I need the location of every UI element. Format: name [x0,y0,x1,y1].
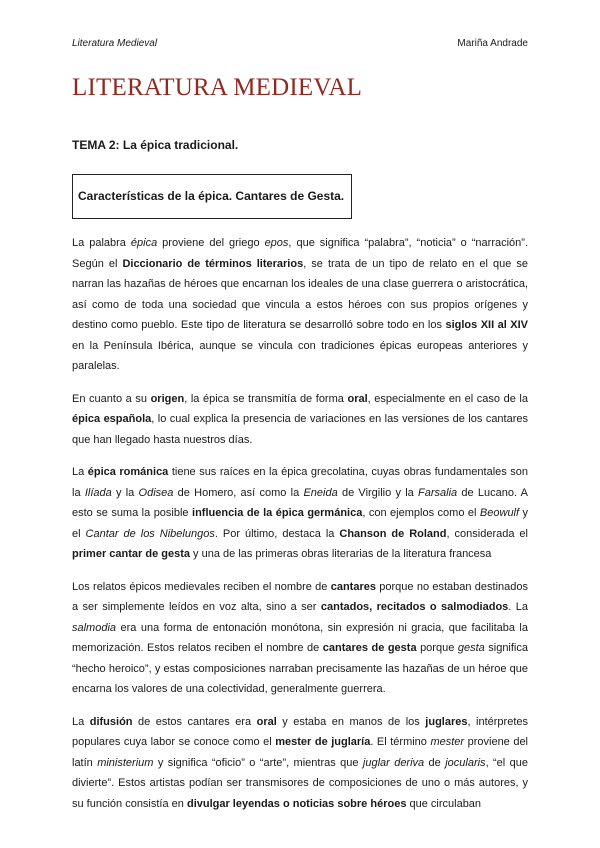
text-run: proviene del griego [157,237,265,249]
bold-text: oral [256,715,277,728]
text-run: . El término [370,736,431,748]
text-run: . Por último, destaca la [214,527,340,540]
bold-text: oral [347,392,368,405]
document-title: LITERATURA MEDIEVAL [72,74,363,101]
bold-text: épica española [72,413,152,425]
italic-text: Cantar de los Nibelungos [85,527,215,540]
bold-text: cantares de gesta [322,642,417,654]
text-run: La [72,466,88,478]
italic-text: Odisea [138,486,174,499]
text-run: . La [508,601,528,613]
italic-text: epos [264,237,289,249]
section-heading: TEMA 2: La épica tradicional. [72,138,239,152]
text-run: , lo cual explica la presencia de variaciones en las versiones de los cantares que han llegado hasta nuestros días. [72,413,529,446]
text-run: y estaba en manos de los [276,715,426,728]
paragraph-2 [72,389,528,451]
text-run: La palabra [72,237,131,249]
bold-text: divulgar leyendas o noticias sobre héroes [186,797,407,810]
text-run: proviene del latín [72,736,529,769]
paragraph-5 [72,712,528,815]
bold-text: juglares [425,715,468,728]
italic-text: Eneida [303,486,338,499]
text-run: significa “hecho heroico”, y estas composiciones narraban precisamente las hazañas de un héroe que encarna los valores de una colectividad, generalmente guerrera. [72,642,528,695]
header-course-title: Literatura Medieval [72,38,158,49]
text-run: y significa “oficio” o “arte”, mientras que [153,756,363,769]
text-run: de Lucano. A esto se suma la posible [72,486,529,519]
header-author: Mariña Andrade [457,38,528,49]
italic-text: juglar deriva [362,756,425,769]
italic-text: mester [430,736,465,748]
bold-text: cantados, recitados o salmodiados [320,601,509,613]
text-run: que circulaban [406,797,482,810]
paragraph-4 [72,577,528,700]
text-run: En cuanto a su [72,392,151,405]
text-run: y el [72,507,529,540]
body-text [72,233,528,826]
paragraph-3 [72,462,528,565]
text-run: y la [111,486,139,499]
bold-text: difusión [89,715,133,728]
text-run: Los relatos épicos medievales reciben el nombre de [72,580,331,593]
text-run: y una de las primeras obras literarias de la literatura francesa [190,548,492,560]
text-run: de Homero, así como la [173,486,304,499]
italic-text: gesta [457,642,485,654]
italic-text: Farsalia [418,486,458,499]
text-run: , la épica se transmitía de forma [184,392,348,405]
italic-text: Ilíada [84,486,112,499]
text-run: , considerada el [446,527,528,540]
text-run: porque [416,642,458,654]
text-run: de Virgilio y la [337,486,419,499]
bold-text: épica románica [87,466,169,478]
bold-text: influencia de la épica germánica [192,507,363,519]
bold-text: primer cantar de gesta [72,548,190,560]
text-run: porque no estaban destinados a ser simplemente leídos en voz alta, sino a ser [72,580,528,613]
bold-text: Chanson de Roland [339,527,447,540]
boxed-subheading: Características de la épica. Cantares de Gesta. [72,174,352,219]
text-run: , intérpretes populares cuya labor se conoce como el [72,715,529,748]
italic-text: ministerium [97,756,154,769]
text-run: , especialmente en el caso de la [367,392,528,405]
page-header [72,38,528,52]
italic-text: salmodia [72,621,117,634]
bold-text: Diccionario de términos literarios [122,257,304,270]
bold-text: cantares [330,580,376,593]
italic-text: Beowulf [479,507,520,519]
text-run: , que significa “palabra”, “noticia” o “narración”. Según el [72,237,528,270]
bold-text: siglos XII al XIV [445,319,528,331]
text-run: La [72,715,90,728]
italic-text: épica [130,237,158,249]
text-run: en la Península Ibérica, aunque se vincula con tradiciones épicas europeas anteriores y paralelas. [72,339,528,372]
text-run: de estos cantares era [132,715,257,728]
text-run: , con ejemplos como el [362,507,480,519]
text-run: de [424,756,446,769]
text-run: , se trata de un tipo de relato en el que se narran las hazañas de héroes que encarnan los ideales de una clase guerrera o aristocrática, así como de toda una sociedad que vincula a estos héroes con sus propios orígenes y destino como pueblo. Este tipo de literatura se desarrolló sobre todo en los [72,257,528,331]
text-run: , “el que divierte”. Estos artistas podían ser transmisores de composiciones de uno o más autores, y su función consistía en [72,756,528,810]
bold-text: origen [150,392,185,405]
text-run: tiene sus raíces en la épica grecolatina, cuyas obras fundamentales son la [72,466,529,499]
text-run: era una forma de entonación monótona, sin expresión ni gracia, que facilitaba la memorización. Estos relatos reciben el nombre de [72,621,528,654]
paragraph-1 [72,233,528,377]
bold-text: mester de juglaría [275,736,371,748]
italic-text: jocularis [445,756,486,769]
